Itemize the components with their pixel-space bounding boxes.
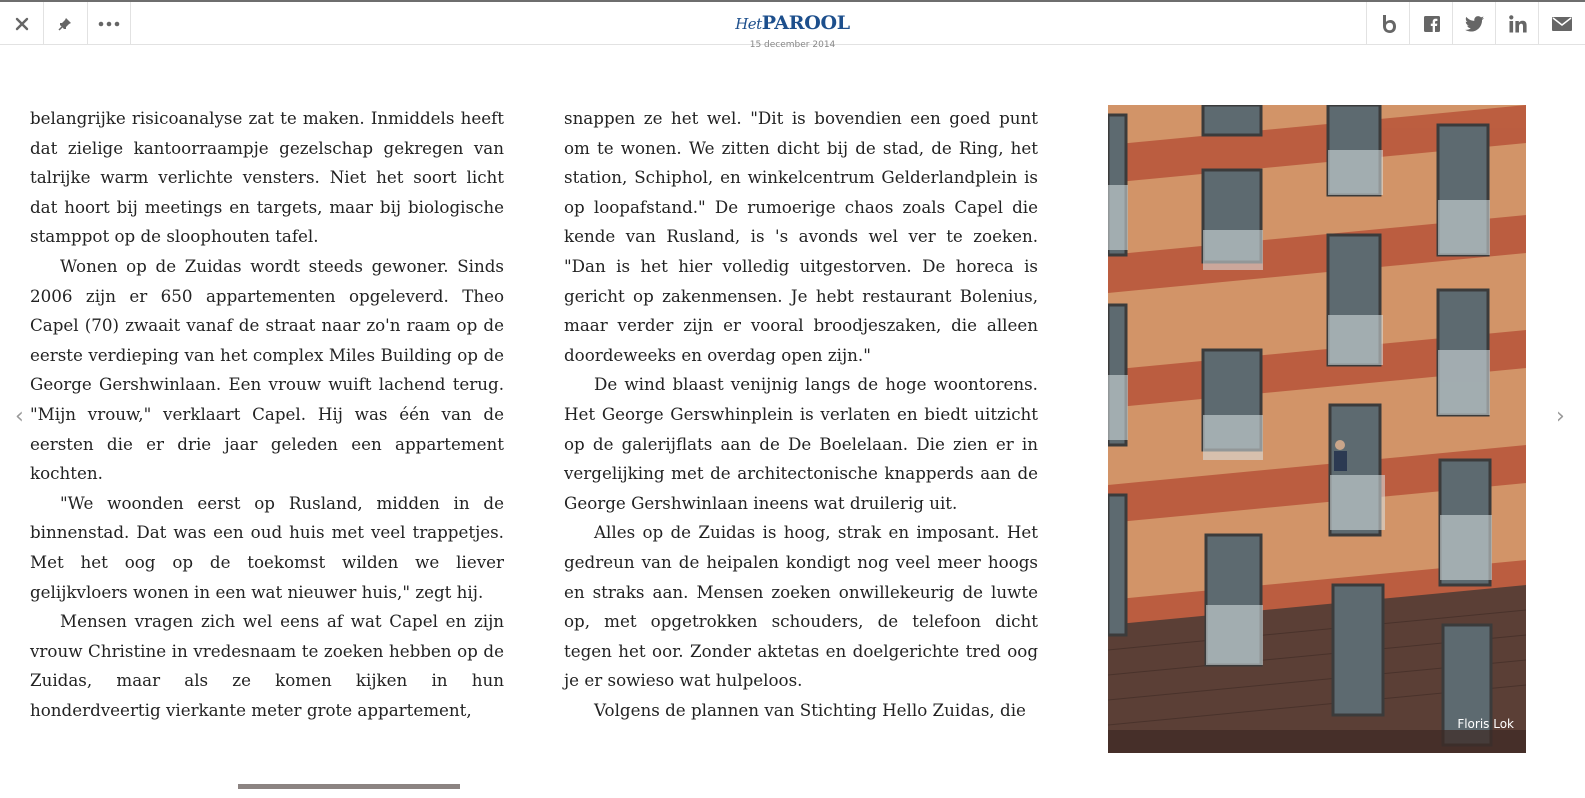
next-page-arrow[interactable]: › xyxy=(1556,404,1565,429)
blendle-icon xyxy=(1381,14,1397,34)
article-paragraph: Wonen op de Zuidas wordt steeds gewoner. Sinds 2006 zijn er 650 appartementen opgeleverd. Theo Capel (70) zwaait vanaf de straat naar zo'n raam op de eerste verdieping van het complex Miles Building op de George Gershwinlaan. Een vrouw wuift lachend terug. "Mijn vrouw," verklaart Capel. Hij was één van de eersten die er drie jaar geleden een appartement kochten. xyxy=(30,255,504,484)
logo-parool: PAROOL xyxy=(761,12,850,34)
linkedin-icon xyxy=(1509,15,1527,33)
building-facade-illustration xyxy=(1108,105,1526,753)
publication-date: 15 december 2014 xyxy=(749,40,836,50)
article-column-1 xyxy=(30,104,504,725)
article-photo xyxy=(1108,105,1526,753)
photo-credit: Floris Lok xyxy=(1457,717,1514,731)
article-paragraph: snappen ze het wel. "Dit is bovendien een goed punt om te wonen. We zitten dicht bij de stad, de Ring, het station, Schiphol, en winkelcentrum Gelderlandplein is op loopafstand." De rumoerige chaos zoals Capel die kende van Rusland, is 's avonds wel ver te zoeken. "Dan is het hier volledig uitgestorven. De horeca is gericht op zakenmensen. Je hebt restaurant Bolenius, maar verder zijn er vooral broodjeszaken, die alleen doordeweeks en overdag open zijn." xyxy=(564,108,1038,365)
article-paragraph: "We woonden eerst op Rusland, midden in de binnenstad. Dat was een oud huis met veel trappetjes. Met het oog op de toekomst wilden we liever gelijkvloers wonen in een wat nieuwer huis," zegt hij. xyxy=(30,492,504,602)
share-twitter-button[interactable] xyxy=(1452,2,1496,45)
top-toolbar xyxy=(0,0,1585,50)
mail-icon xyxy=(1552,17,1572,31)
facebook-icon xyxy=(1424,16,1440,32)
logo-het: Het xyxy=(735,15,762,33)
logo xyxy=(0,14,1585,33)
share-mail-button[interactable] xyxy=(1538,2,1585,45)
twitter-icon xyxy=(1465,16,1484,32)
article-paragraph: Mensen vragen zich wel eens af wat Capel en zijn vrouw Christine in vredesnaam te zoeken hebben op de Zuidas, maar als ze komen kijken in hun honderdveertig vierkante meter grote appartement, xyxy=(30,611,504,720)
share-blendle-button[interactable] xyxy=(1366,2,1410,45)
article-paragraph: Alles op de Zuidas is hoog, strak en imposant. Het gedreun van de heipalen kondigt nog veel meer hoogs en straks aan. Mensen zoeken onwillekeurig de luwte op, met opgetrokken schouders, de telefoon dicht tegen het oor. Zonder aktetas en doelgerichte tred oog je er sowieso wat hulpeloos. xyxy=(564,522,1038,691)
reading-progress-bar xyxy=(238,784,460,789)
share-linkedin-button[interactable] xyxy=(1495,2,1539,45)
article-paragraph: Volgens de plannen van Stichting Hello Zuidas, die xyxy=(594,699,1026,720)
article-paragraph: De wind blaast venijnig langs de hoge woontorens. Het George Gerswhinplein is verlaten en biedt uitzicht op de galerijflats aan de De Boelelaan. Die zien er in vergelijking met de architectonische knapperds aan de George Gershwinlaan ineens wat druilerig uit. xyxy=(564,374,1038,513)
article-paragraph: belangrijke risicoanalyse zat te maken. Inmiddels heeft dat zielige kantoorraampje gezelschap gekregen van talrijke warm verlichte vensters. Niet het soort licht dat hoort bij meetings en targets, maar bij biologische stamppot op de sloophouten tafel. xyxy=(30,108,504,247)
article-column-2 xyxy=(564,104,1038,725)
prev-page-arrow[interactable]: ‹ xyxy=(15,404,24,429)
share-facebook-button[interactable] xyxy=(1409,2,1453,45)
